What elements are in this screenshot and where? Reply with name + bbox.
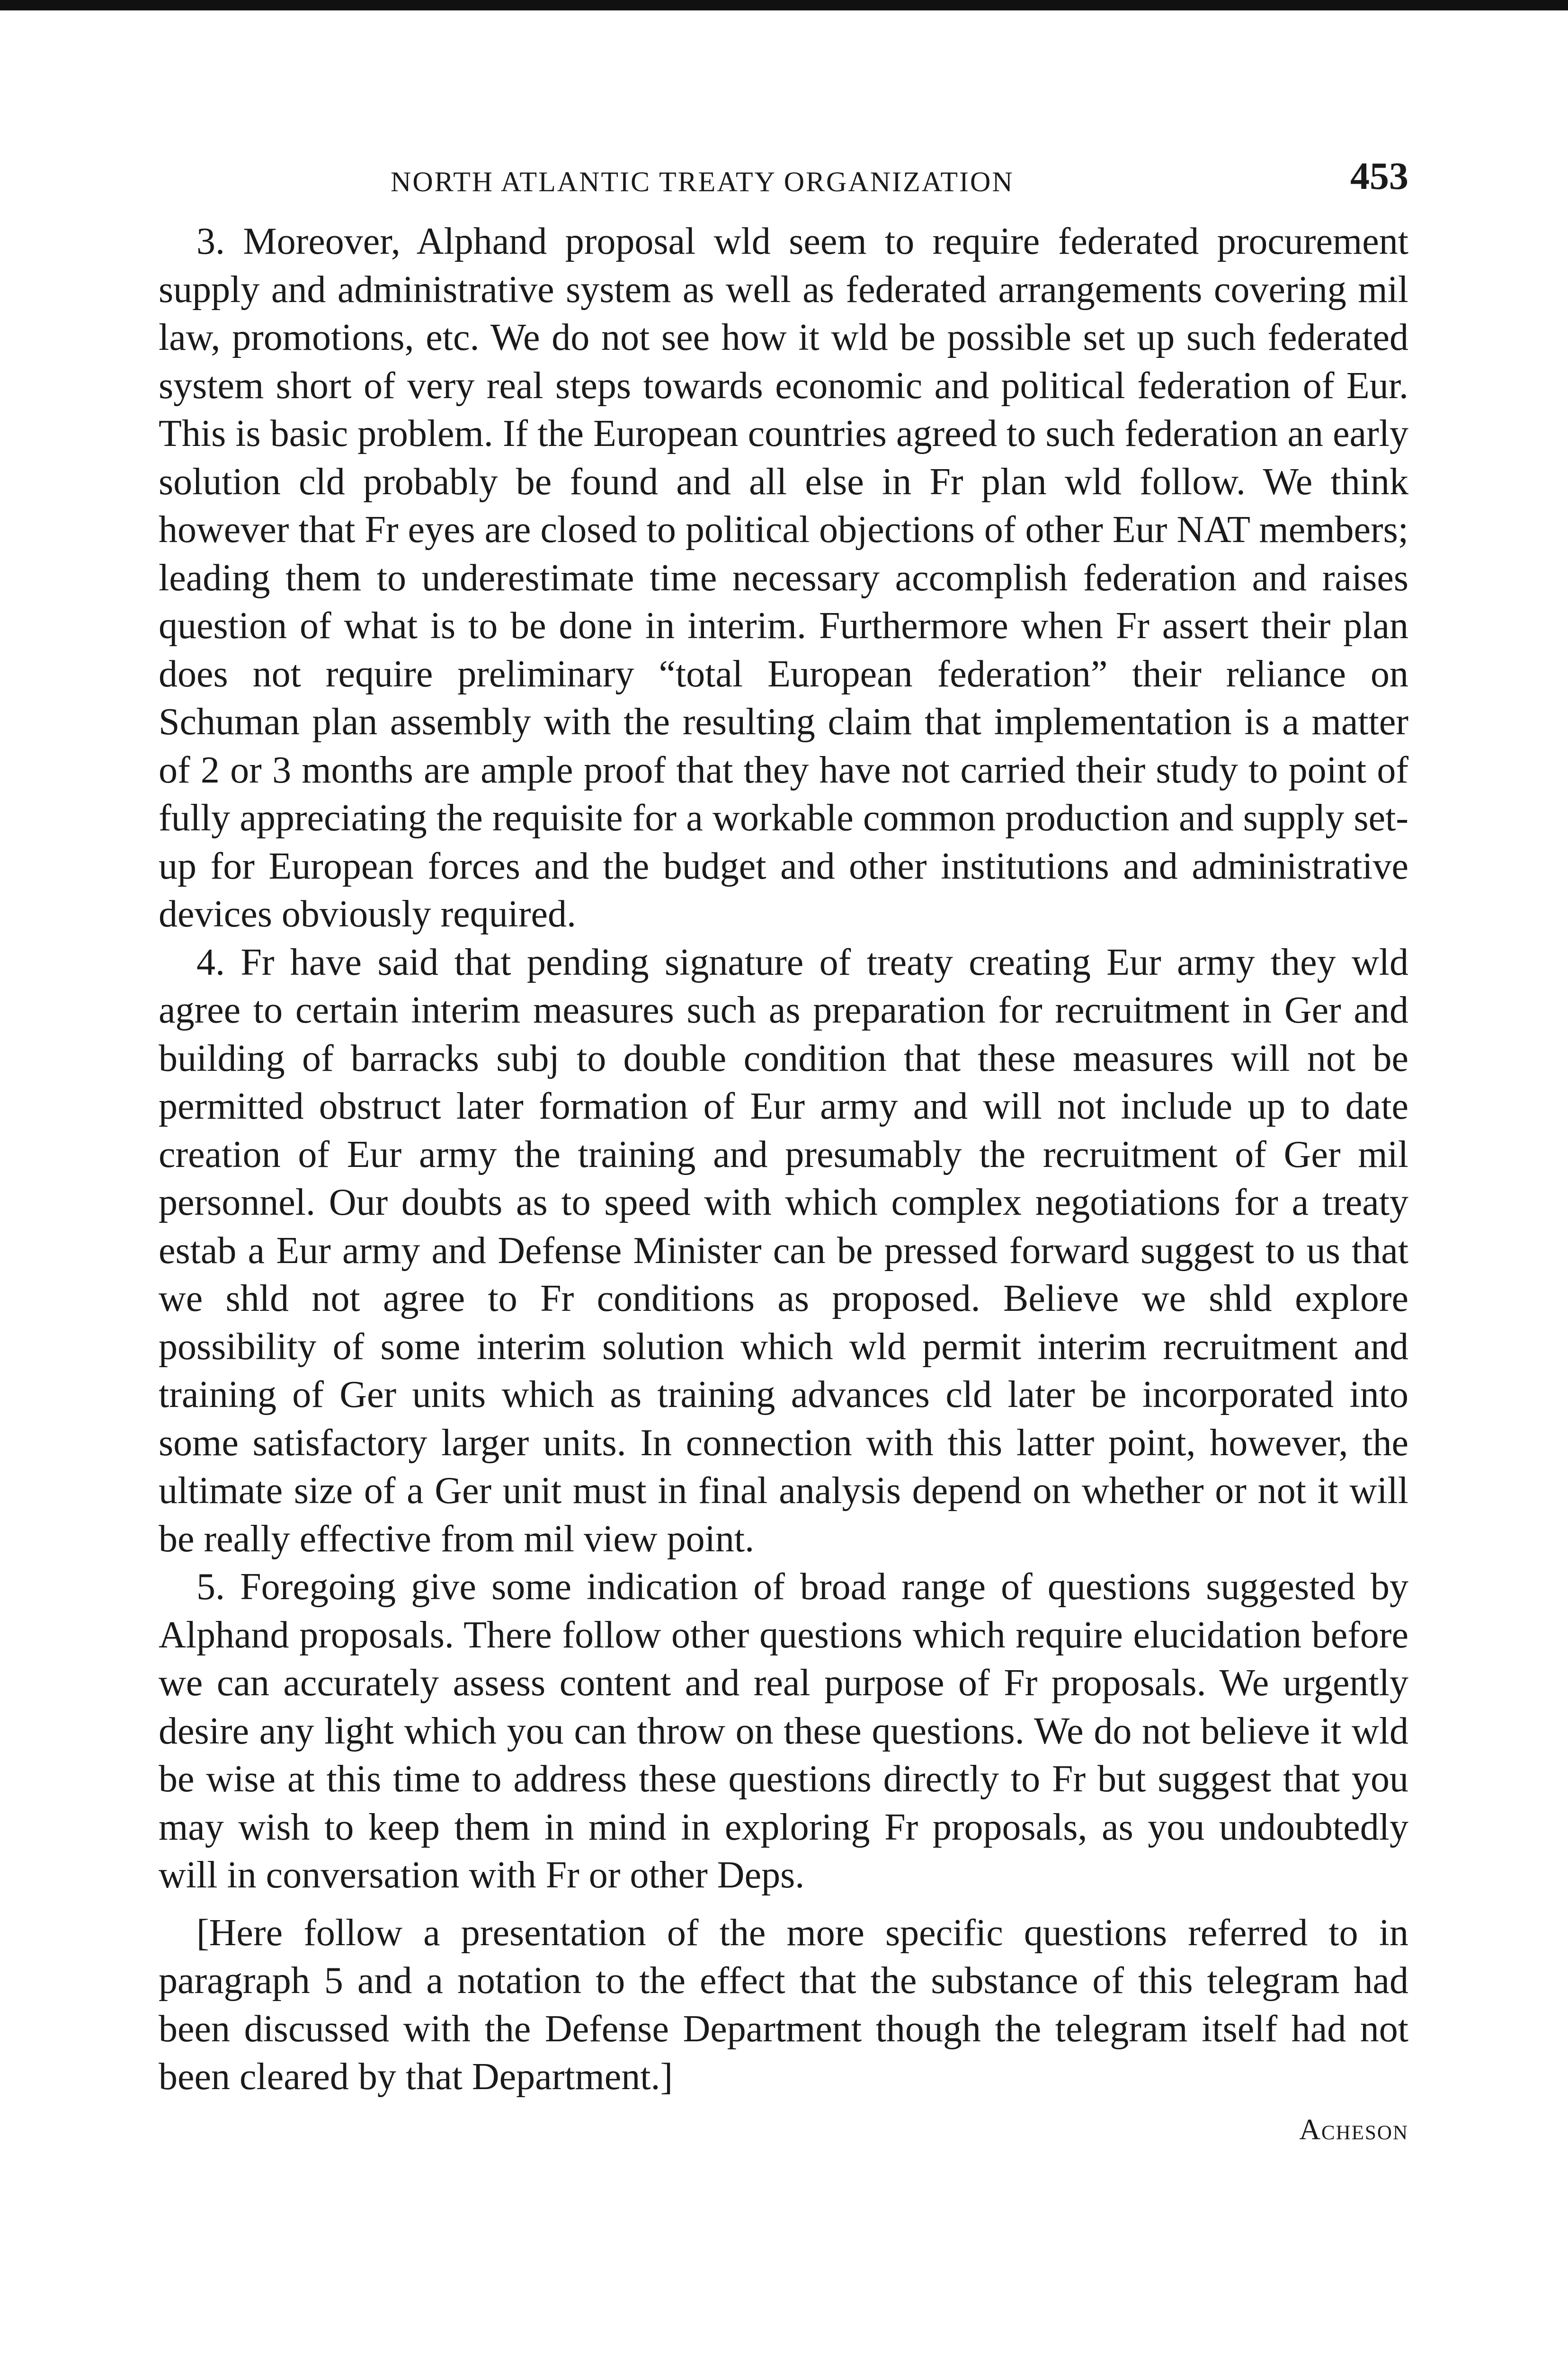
top-border-rule [0, 0, 1568, 10]
paragraph-3: 3. Moreover, Alphand proposal wld seem to require federated procurement supply and administrative system as well as federated arrangements covering mil law, promotions, etc. We do not see how it wld be possible set up such federated system short of very real steps towards economic and political federation of Eur. This is basic problem. If the European countries agreed to such federation an early solution cld probably be found and all else in Fr plan wld follow. We think however that Fr eyes are closed to political objections of other Eur NAT members; leading them to underestimate time necessary accomplish federation and raises question of what is to be done in interim. Furthermore when Fr assert their plan does not require preliminary “total European federation” their reliance on Schuman plan assembly with the resulting claim that implementation is a matter of 2 or 3 months are ample proof that they have not carried their study to point of fully appreciating the requisite for a workable common production and supply set-up for European forces and the budget and other institutions and administrative devices obviously required. [159, 221, 1408, 935]
paragraph-4: 4. Fr have said that pending signature of treaty creating Eur army they wld agree to certain interim measures such as preparation for recruitment in Ger and building of barracks subj to double condition that these measures will not be permitted obstruct later formation of Eur army and will not include up to date creation of Eur army the training and presumably the recruitment of Ger mil personnel. Our doubts as to speed with which complex negotiations for a treaty estab a Eur army and Defense Minister can be pressed forward suggest to us that we shld not agree to Fr conditions as proposed. Believe we shld explore possibility of some interim solution which wld permit interim recruitment and training of Ger units which as training advances cld later be incorporated into some satisfactory larger units. In connection with this latter point, however, the ultimate size of a Ger unit must in final analysis depend on whether or not it will be really effective from mil view point. [159, 941, 1408, 1560]
document-page [159, 142, 1408, 2154]
running-title: NORTH ATLANTIC TREATY ORGANIZATION [391, 166, 1014, 197]
running-header [159, 142, 1408, 208]
signature: Acheson [1299, 2113, 1408, 2146]
page-number: 453 [1350, 154, 1408, 197]
paragraph-5: 5. Foregoing give some indication of broad range of questions suggested by Alphand proposals. There follow other questions which require elucidation before we can accurately assess content and real purpose of Fr proposals. We urgently desire any light which you can throw on these questions. We do not believe it wld be wise at this time to address these questions directly to Fr but suggest that you may wish to keep them in mind in exploring Fr proposals, as you undoubtedly will in conversation with Fr or other Deps. [159, 1566, 1408, 1896]
body-text [159, 218, 1408, 2154]
editorial-note: [Here follow a presentation of the more specific questions referred to in paragraph 5 and a notation to the effect that the substance of this telegram had been discussed with the Defense Department though the telegram itself had not been cleared by that Department.] [159, 1912, 1408, 2098]
